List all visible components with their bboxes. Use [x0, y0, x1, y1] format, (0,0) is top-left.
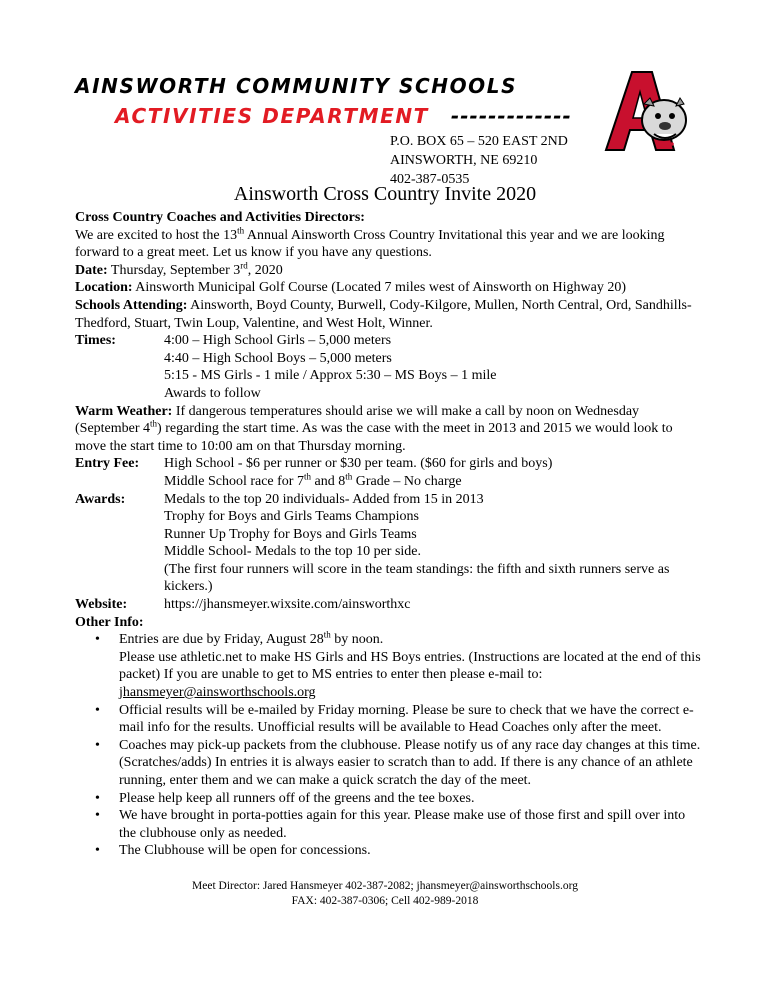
- website-section: [75, 596, 703, 614]
- list-item: • Official results will be e-mailed by Friday morning. Please be sure to check that we have the correct e-mail info for the results. Unofficial results will be available to Head Coaches only after the meet.: [95, 702, 694, 736]
- time-item: 5:15 - MS Girls - 1 mile / Approx 5:30 – MS Boys – 1 mile: [164, 368, 497, 384]
- times-list: [164, 332, 497, 402]
- weather-paragraph: Warm Weather: If dangerous temperatures should arise we will make a call by noon on Wednesday (September 4th) regarding the start time. As was the case with the meet in 2013 and 2015 we would look to move the start time to 10:00 am on that Thursday morning.: [75, 403, 673, 454]
- website-label: Website:: [75, 597, 128, 613]
- department-name: [115, 104, 572, 128]
- other-info-label: Other Info:: [75, 614, 144, 630]
- time-item: 4:40 – High School Boys – 5,000 meters: [164, 350, 392, 366]
- website-url[interactable]: https://jhansmeyer.wixsite.com/ainsworthxc: [164, 597, 411, 613]
- header-dashes: -------------: [450, 104, 572, 128]
- address-line-1: P.O. BOX 65 – 520 EAST 2ND: [390, 134, 568, 149]
- award-item: (The first four runners will score in the team standings: the fifth and sixth runners serve as kickers.): [164, 561, 670, 595]
- bullet-icon: •: [95, 808, 100, 824]
- list-item: • Entries are due by Friday, August 28th by noon. Please use athletic.net to make HS Girls and HS Boys entries. (Instructions are located at the end of this packet) If you are unable to get to MS entries to enter then please e-mail to: jhansmeyer@ainsworthschools.org: [75, 631, 703, 701]
- address-phone: 402-387-0535: [390, 172, 470, 187]
- entry-fee-section: [75, 455, 703, 490]
- times-section: [75, 332, 703, 402]
- time-item: Awards to follow: [164, 385, 261, 401]
- awards-list: [164, 491, 703, 597]
- school-address: [390, 132, 568, 189]
- location-line: Location: Ainsworth Municipal Golf Course (Located 7 miles west of Ainsworth on Highway 20): [75, 280, 626, 296]
- email-link[interactable]: jhansmeyer@ainsworthschools.org: [119, 685, 316, 701]
- awards-section: [75, 491, 703, 597]
- bullet-icon: •: [95, 702, 100, 718]
- schools-line: Schools Attending: Ainsworth, Boyd County, Burwell, Cody-Kilgore, Mullen, North Central, Ord, Sandhills-Thedford, Stuart, Twin Loup, Valentine, and West Holt, Winner.: [75, 297, 692, 331]
- award-item: Trophy for Boys and Girls Teams Champions: [164, 509, 419, 525]
- department-label: ACTIVITIES DEPARTMENT: [115, 104, 429, 128]
- entry-fee-line: Middle School race for 7th and 8th Grade – No charge: [164, 471, 462, 489]
- entry-fee-label: Entry Fee:: [75, 456, 140, 472]
- bullet-icon: •: [95, 632, 100, 648]
- intro-paragraph: We are excited to host the 13th Annual Ainsworth Cross Country Invitational this year and we are looking forward to a great meet. Let us know if you have any questions.: [75, 224, 665, 261]
- award-item: Middle School- Medals to the top 10 per side.: [164, 544, 422, 560]
- list-item: • The Clubhouse will be open for concessions.: [95, 843, 371, 859]
- footer: [0, 879, 770, 909]
- footer-director: Meet Director: Jared Hansmeyer 402-387-2082; jhansmeyer@ainsworthschools.org: [192, 880, 578, 892]
- other-info-list: [75, 631, 703, 860]
- school-name: AINSWORTH COMMUNITY SCHOOLS: [75, 74, 518, 98]
- date-line: Date: Thursday, September 3rd, 2020: [75, 260, 283, 278]
- address-line-2: AINSWORTH, NE 69210: [390, 153, 538, 168]
- award-item: Runner Up Trophy for Boys and Girls Teams: [164, 526, 417, 542]
- list-item: • Coaches may pick-up packets from the clubhouse. Please notify us of any race day changes at this time. (Scratches/adds) In entries it is always easier to scratch than to add. If there is any chance of an athlete running, enter them and we can make a quick scratch the day of the meet.: [95, 737, 701, 788]
- salutation: Cross Country Coaches and Activities Directors:: [75, 210, 365, 225]
- footer-contact: FAX: 402-387-0306; Cell 402-989-2018: [291, 895, 479, 907]
- page-title: Ainsworth Cross Country Invite 2020: [233, 183, 537, 205]
- times-label: Times:: [75, 333, 116, 349]
- bullet-icon: •: [95, 737, 100, 753]
- award-item: Medals to the top 20 individuals- Added from 15 in 2013: [164, 491, 484, 507]
- time-item: 4:00 – High School Girls – 5,000 meters: [164, 333, 392, 349]
- bulldog-logo: [600, 68, 692, 154]
- list-item: • We have brought in porta-potties again for this year. Please make use of those first and spill over into the clubhouse only as needed.: [95, 808, 686, 841]
- list-item: • Please help keep all runners off of the greens and the tee boxes.: [95, 790, 475, 806]
- entry-fee-line: High School - $6 per runner or $30 per team. ($60 for girls and boys): [164, 456, 553, 472]
- letter-body: [75, 209, 703, 860]
- awards-label: Awards:: [75, 491, 126, 507]
- bullet-icon: •: [95, 790, 100, 806]
- bullet-icon: •: [95, 843, 100, 859]
